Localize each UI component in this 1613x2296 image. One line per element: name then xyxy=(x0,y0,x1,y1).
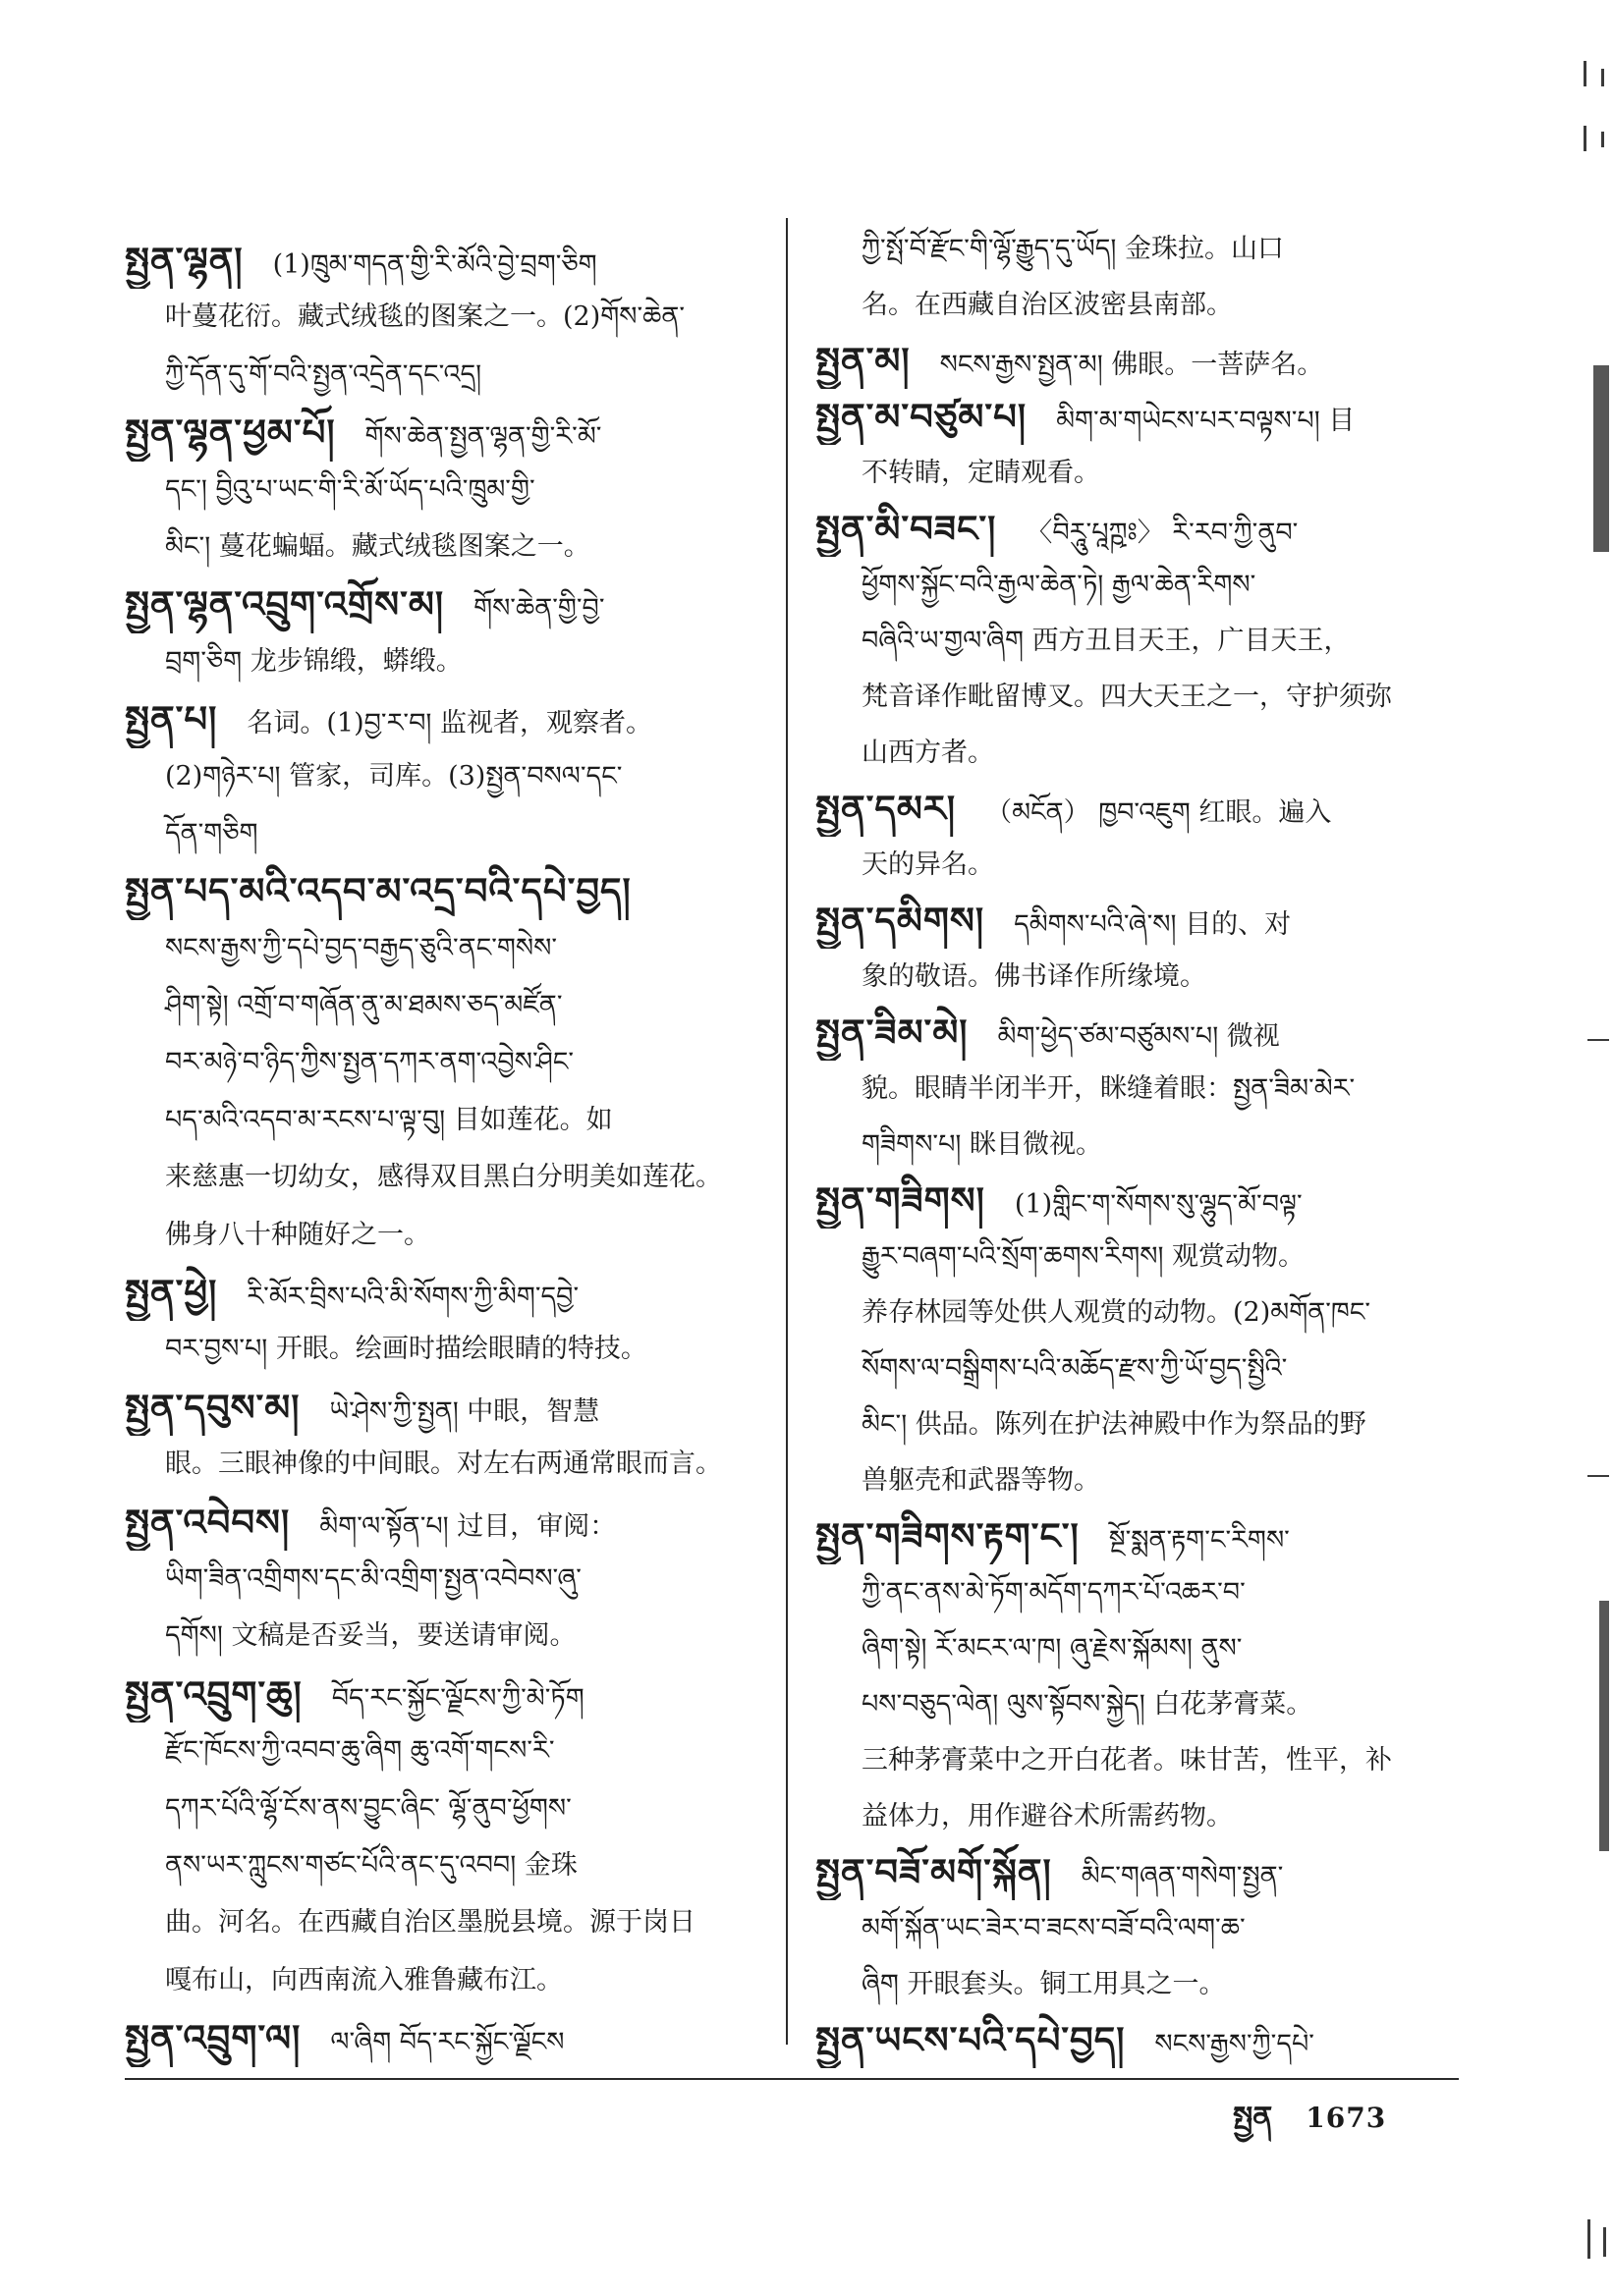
definition-line: ནས་ཡར་ཀླུངས་གཙང་པོའི་ནང་དུ་འབབ། 金珠 xyxy=(165,1849,578,1881)
definition-text: མིག་ལ་སྟོན་པ། 过目，审阅： xyxy=(319,1510,617,1542)
definition-line: 貌。眼睛半闭半开，眯缝着眼：སྤྱན་ཟིམ་མེར་ xyxy=(862,1073,1356,1104)
dictionary-entry xyxy=(815,389,1466,501)
headword: སྤྱན་དམིགས། xyxy=(815,899,985,942)
definition-text: ལ་ཞིག བོད་རང་སྐྱོང་ལྗོངས xyxy=(330,2027,565,2058)
definition-text: གོས་ཆེན་གྱི་བྱེ་ xyxy=(473,593,605,625)
right-column xyxy=(815,221,1466,2072)
definition-text: དམིགས་པའི་ཞེ་ས། 目的、对 xyxy=(1014,909,1292,940)
headword: སྤྱན་ཟིམ་མེ། xyxy=(815,1011,969,1054)
headword: སྤྱན་ཕྱེ། xyxy=(125,1271,218,1315)
definition-line: སོགས་ལ་བསྒྲིགས་པའི་མཆོད་རྫས་ཀྱི་ཡོ་བྱད་སྤྱིའི་ xyxy=(862,1353,1288,1384)
scan-edge-mark xyxy=(1599,1601,1609,1851)
dictionary-entry xyxy=(815,893,1466,1005)
definition-line: 名。在西藏自治区波密县南部。 xyxy=(862,290,1233,320)
entry-first-line xyxy=(815,389,1466,445)
definition-line: རྒྱུར་བཞག་པའི་སྲོག་ཆགས་རིགས། 观赏动物。 xyxy=(862,1241,1306,1272)
definition-text: མིག་ཕྱེད་ཙམ་བཙུམས་པ། 微视 xyxy=(997,1021,1280,1052)
definition-line: 山西方者。 xyxy=(862,738,994,768)
definition-line: 天的异名。 xyxy=(862,849,994,880)
headword: སྤྱན་བཟོ་མགོ་སྐོན། xyxy=(815,1850,1052,1893)
definition-line: 象的敬语。佛书译作所缘境。 xyxy=(862,961,1206,992)
headword: སྤྱན་ལྷན། xyxy=(125,239,244,282)
definition-line: མགོ་སྐོན་ཡང་ཟེར་བ་ཟངས་བཟོ་བའི་ལག་ཆ་ xyxy=(862,1913,1246,1943)
definition-text: མིང་གཞན་གསེག་སྤྱན་ xyxy=(1081,1861,1284,1891)
headword: སྤྱན་མི་བཟང་། xyxy=(815,507,997,550)
definition-line: ཀྱི་ནང་ནས་མེ་ཏོག་མདོག་དཀར་པོ་འཆར་བ་ xyxy=(862,1577,1246,1608)
entry-first-line xyxy=(815,1508,1466,1564)
definition-line: 益体力，用作避谷术所需药物。 xyxy=(862,1801,1233,1831)
dictionary-entry xyxy=(125,2009,765,2066)
definition-line: དཀར་པོའི་ལྷོ་ངོས་ནས་བྱུང་ཞིང་ ལྷོ་ནུབ་ཕྱོགས་ xyxy=(165,1792,572,1824)
dictionary-entry xyxy=(125,690,765,862)
entry-first-line xyxy=(125,575,765,632)
definition-line: 来慈惠一切幼女，感得双目黑白分明美如莲花。 xyxy=(165,1162,722,1193)
definition-line: ཕྱོགས་སྐྱོང་བའི་རྒྱལ་ཆེན་ཏེ། རྒྱལ་ཆེན་རིགས་ xyxy=(862,570,1256,600)
definition-line: དང་། བྱིའུ་པ་ཡང་གི་རི་མོ་ཡོད་པའི་ཁྲུམ་གྱི་ xyxy=(165,473,535,505)
headword: སྤྱན་ལྷན་ཕྱམ་པོ། xyxy=(125,410,336,455)
definition-line: མིང་། 供品。陈列在护法神殿中作为祭品的野 xyxy=(862,1409,1366,1440)
definition-line: ཀྱི་སྤོ་བོ་རྫོང་གི་ལྷོ་རྒྱུད་དུ་ཡོད། 金珠拉。山口 xyxy=(862,234,1284,264)
definition-text: བོད་རང་སྐྱོང་ལྗོངས་ཀྱི་མེ་ཏོག xyxy=(331,1682,584,1714)
definition-text: 名词。(1)བྱ་ར་བ། 监视者，观察者。 xyxy=(247,708,652,739)
page-footer xyxy=(1233,2094,1459,2143)
entry-first-line xyxy=(125,862,765,919)
dictionary-entry xyxy=(125,1666,765,2009)
headword: སྤྱན་གཟིགས། xyxy=(815,1178,985,1222)
definition-line: མིང་། 蔓花蝙蝠。藏式绒毯图案之一。 xyxy=(165,530,590,562)
definition-line: 叶蔓花衍。藏式绒毯的图案之一。(2)གོས་ཆེན་ xyxy=(165,301,686,333)
entry-first-line xyxy=(125,404,765,461)
entry-first-line xyxy=(815,501,1466,557)
definition-text: (1)གླིང་ག་སོགས་སུ་ལྷུད་མོ་བལྟ་ xyxy=(1014,1189,1303,1220)
definition-line: 兽躯壳和武器等物。 xyxy=(862,1465,1100,1496)
definition-line: ཞིག་སྟེ། རོ་མངར་ལ་ཁ། ཞུ་རྗེས་སྐོམས། ནུས་ xyxy=(862,1633,1243,1664)
scan-edge-mark xyxy=(1587,2219,1590,2259)
definition-text: 〈བིརཱུ་པཱཀྵཿ〉 རི་རབ་ཀྱི་ནུབ་ xyxy=(1026,518,1299,548)
entry-first-line xyxy=(815,1173,1466,1229)
headword: སྤྱན་ཡངས་པའི་དཔེ་བྱད། xyxy=(815,2018,1126,2061)
entry-first-line xyxy=(125,1379,765,1436)
definition-text: སངས་རྒྱས་སྤྱན་མ། 佛眼。一菩萨名。 xyxy=(939,350,1324,380)
headword: སྤྱན་མ། xyxy=(815,339,911,382)
dictionary-entry xyxy=(125,1494,765,1666)
headword: སྤྱན་ལྷན་འབྲུག་འགྲོས་མ། xyxy=(125,582,445,627)
definition-text: རི་མོར་བྲིས་པའི་མི་སོགས་ཀྱི་མིག་དབྱེ་ xyxy=(247,1282,580,1313)
dictionary-entry xyxy=(125,1264,765,1379)
entry-first-line xyxy=(815,1844,1466,1900)
entry-first-line xyxy=(815,781,1466,837)
headword: སྤྱན་འབྲུག་ལ། xyxy=(125,2016,302,2060)
entry-first-line xyxy=(125,1666,765,1722)
headword: སྤྱན་གཟིགས་རྟག་ང་། xyxy=(815,1514,1080,1558)
dictionary-entry xyxy=(125,575,765,690)
definition-line: བཞིའི་ཡ་གྱལ་ཞིག 西方丑目天王，广目天王， xyxy=(862,626,1351,656)
definition-line: བར་མཉེ་བ་ཉིད་ཀྱིས་སྤྱན་དཀར་ནག་འབྱེས་ཤིང་ xyxy=(165,1047,575,1078)
scan-edge-mark xyxy=(1584,126,1586,151)
definition-line: གཟིགས་པ། 眯目微视。 xyxy=(862,1129,1102,1160)
definition-line: རྫོང་ཁོངས་ཀྱི་འབབ་ཆུ་ཞིག ཆུ་འགོ་གངས་རི་ xyxy=(165,1735,555,1767)
definition-line: 三种茅膏菜中之开白花者。味甘苦，性平，补 xyxy=(862,1745,1392,1776)
scan-edge-mark xyxy=(1587,1475,1609,1477)
entry-first-line xyxy=(125,690,765,747)
column-divider xyxy=(786,218,788,2045)
definition-line: ཞིག 开眼套头。铜工用具之一。 xyxy=(862,1969,1226,1999)
dictionary-entry xyxy=(815,1844,1466,2012)
definition-line: 养存林园等处供人观赏的动物。(2)མགོན་ཁང་ xyxy=(862,1297,1371,1328)
headword: སྤྱན་འབེབས། xyxy=(125,1500,291,1544)
definition-line: པས་བཅུད་ལེན། ལུས་སྟོབས་སྐྱེད། 白花茅膏菜。 xyxy=(862,1689,1313,1720)
scan-edge-mark xyxy=(1587,1039,1609,1041)
entry-first-line xyxy=(815,1005,1466,1061)
scan-edge-mark xyxy=(1603,2227,1606,2257)
definition-line: ཤིག་སྟེ། འགྲོ་བ་གཞོན་ནུ་མ་ཐམས་ཅད་མཛོན་ xyxy=(165,990,563,1021)
definition-line: དོན་གཅིག xyxy=(165,817,258,848)
footer-rule xyxy=(125,2078,1459,2080)
definition-line: པད་མའི་འདབ་མ་རངས་པ་ལྟ་བུ། 目如莲花。如 xyxy=(165,1104,613,1135)
definition-text: （མངོན） ཁྱབ་འཇུག 红眼。遍入 xyxy=(985,797,1332,828)
dictionary-entry xyxy=(815,501,1466,781)
scan-edge-mark xyxy=(1584,61,1586,86)
dictionary-entry xyxy=(125,862,765,1264)
definition-line: 梵音译作毗留博叉。四大天王之一，守护须弥 xyxy=(862,682,1392,712)
definition-line: (2)གཉེར་པ། 管家，司库。(3)སྤྱན་བསལ་དང་ xyxy=(165,760,623,792)
entry-continuation xyxy=(815,221,1466,333)
left-column xyxy=(125,232,765,2078)
headword: སྤྱན་འབྲུག་ཆུ། xyxy=(125,1671,303,1716)
definition-text: མིག་མ་གཡེངས་པར་བལྟས་པ། 目 xyxy=(1056,406,1356,436)
headword: སྤྱན་མ་བཙུམ་པ། xyxy=(815,395,1028,438)
entry-first-line xyxy=(125,1494,765,1551)
entry-first-line xyxy=(815,2012,1466,2068)
dictionary-entry xyxy=(815,2012,1466,2068)
definition-line: དགོས། 文稿是否妥当，要送请审阅。 xyxy=(165,1620,577,1652)
definition-line: 眼。三眼神像的中间眼。对左右两通常眼而言。 xyxy=(165,1449,722,1480)
entry-first-line xyxy=(125,1264,765,1321)
headword: སྤྱན་དམར། xyxy=(815,787,957,830)
definition-line: བྲག་ཅིག 龙步锦缎，蟒缎。 xyxy=(165,645,463,677)
entry-first-line xyxy=(815,893,1466,949)
definition-text: ཡེ་ཤེས་ཀྱི་སྤྱན། 中眼，智慧 xyxy=(329,1395,600,1427)
definition-line: 曲。河名。在西藏自治区墨脱县境。源于岗日 xyxy=(165,1907,695,1939)
dictionary-entry xyxy=(125,404,765,575)
definition-line: 嘎布山，向西南流入雅鲁藏布江。 xyxy=(165,1964,563,1995)
definition-line: 佛身八十种随好之一。 xyxy=(165,1219,430,1250)
entry-first-line xyxy=(815,333,1466,389)
dictionary-entry xyxy=(125,232,765,404)
definition-line: སངས་རྒྱས་ཀྱི་དཔེ་བྱད་བརྒྱད་ཅུའི་ནང་གསེས་ xyxy=(165,932,558,963)
definition-text: (1)ཁྲུམ་གདན་གྱི་རི་མོའི་བྱེ་བྲག་ཅིག xyxy=(272,249,597,280)
dictionary-entry xyxy=(125,1379,765,1494)
dictionary-entry xyxy=(815,781,1466,893)
definition-text: གོས་ཆེན་སྤྱན་ལྷན་གྱི་རི་མོ་ xyxy=(364,421,602,453)
definition-text: སངས་རྒྱས་ཀྱི་དཔེ་ xyxy=(1154,2029,1314,2059)
dictionary-entry xyxy=(815,333,1466,389)
definition-line: ཀྱི་དོན་དུ་གོ་བའི་སྤྱན་འདྲེན་དང་འདྲ། xyxy=(165,358,482,390)
headword: སྤྱན་པ། xyxy=(125,697,218,741)
page-number: 1673 xyxy=(1306,2102,1387,2134)
definition-line: 不转睛，定睛观看。 xyxy=(862,458,1100,488)
dictionary-entry xyxy=(815,1508,1466,1844)
definition-line: བར་བྱས་པ། 开眼。绘画时描绘眼睛的特技。 xyxy=(165,1334,647,1365)
headword: སྤྱན་པད་མའི་འདབ་མ་འདྲ་བའི་དཔེ་བྱད། xyxy=(125,869,632,913)
dictionary-entry xyxy=(815,1173,1466,1508)
headword: སྤྱན་དབུས་མ། xyxy=(125,1385,301,1429)
entry-first-line xyxy=(125,2009,765,2066)
dictionary-entry xyxy=(815,1005,1466,1173)
definition-text: སྔོ་སྨན་རྟག་ང་རིགས་ xyxy=(1108,1525,1290,1556)
entry-first-line xyxy=(125,232,765,289)
scan-edge-mark xyxy=(1593,365,1609,552)
scan-edge-mark xyxy=(1601,132,1604,147)
running-head: སྤྱན xyxy=(1233,2101,1273,2135)
scan-edge-mark xyxy=(1601,69,1604,86)
definition-line: ཡིག་ཟིན་འགྲིགས་དང་མི་འགྲིག་སྤྱན་འབེབས་ཞུ་ xyxy=(165,1562,582,1594)
